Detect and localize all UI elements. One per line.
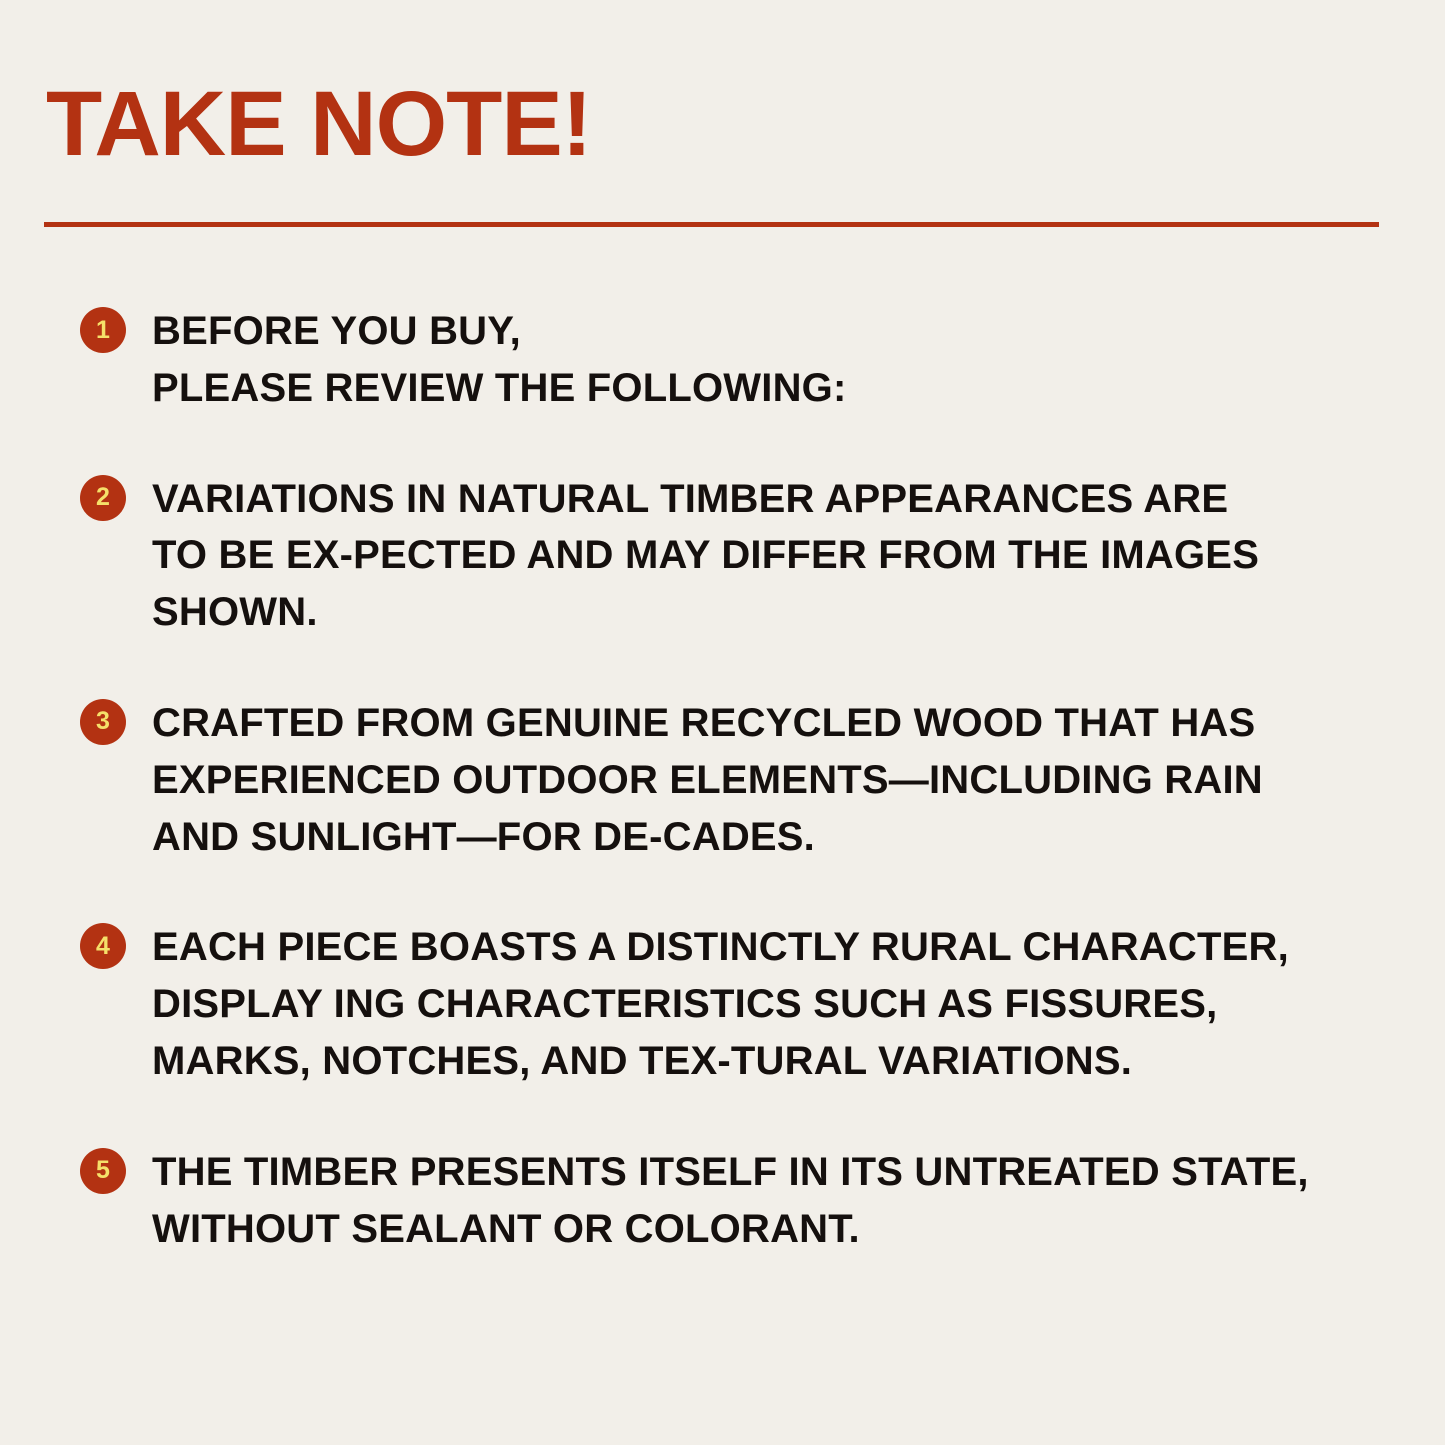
list-item-line: AND SUNLIGHT—FOR DE-CADES. <box>152 814 815 859</box>
list-item-number-badge: 3 <box>80 699 126 745</box>
list-item <box>80 471 1375 641</box>
list-item-number-badge: 2 <box>80 475 126 521</box>
list-item-text <box>152 695 1263 865</box>
list-item-line: WITHOUT SEALANT OR COLORANT. <box>152 1206 860 1251</box>
list-item-text <box>152 471 1259 641</box>
list-item <box>80 695 1375 865</box>
list-item-number-badge: 1 <box>80 307 126 353</box>
list-item-line: TO BE EX-PECTED AND MAY DIFFER FROM THE IMAGES <box>152 533 1260 578</box>
list-item-line: CRAFTED FROM GENUINE RECYCLED WOOD THAT HAS <box>152 700 1256 745</box>
list-item-line: BEFORE YOU BUY, <box>152 309 521 353</box>
list-item <box>80 919 1375 1089</box>
list-item-line: SHOWN. <box>152 590 318 635</box>
title-divider <box>44 222 1379 227</box>
page-title: TAKE NOTE! <box>46 73 592 175</box>
list-item-line: MARKS, NOTCHES, AND TEX-TURAL VARIATIONS. <box>152 1038 1133 1083</box>
list-item <box>80 303 1375 417</box>
notes-list <box>80 303 1375 1257</box>
list-item-line: PLEASE REVIEW THE FOLLOWING: <box>152 365 847 410</box>
list-item-line: EACH PIECE BOASTS A DISTINCTLY RURAL CHARACTER, <box>152 925 1289 970</box>
list-item-number-badge: 4 <box>80 923 126 969</box>
list-item-text <box>152 1144 1309 1258</box>
list-item <box>80 1144 1375 1258</box>
list-item-number-badge: 5 <box>80 1148 126 1194</box>
list-item-line: VARIATIONS IN NATURAL TIMBER APPEARANCES ARE <box>152 476 1229 521</box>
list-item-text <box>152 303 847 417</box>
list-item-line: EXPERIENCED OUTDOOR ELEMENTS—INCLUDING RAIN <box>152 757 1263 802</box>
list-item-line: DISPLAY ING CHARACTERISTICS SUCH AS FISSURES, <box>152 982 1218 1027</box>
list-item-text <box>152 919 1289 1089</box>
list-item-line: THE TIMBER PRESENTS ITSELF IN ITS UNTREATED STATE, <box>152 1149 1309 1194</box>
